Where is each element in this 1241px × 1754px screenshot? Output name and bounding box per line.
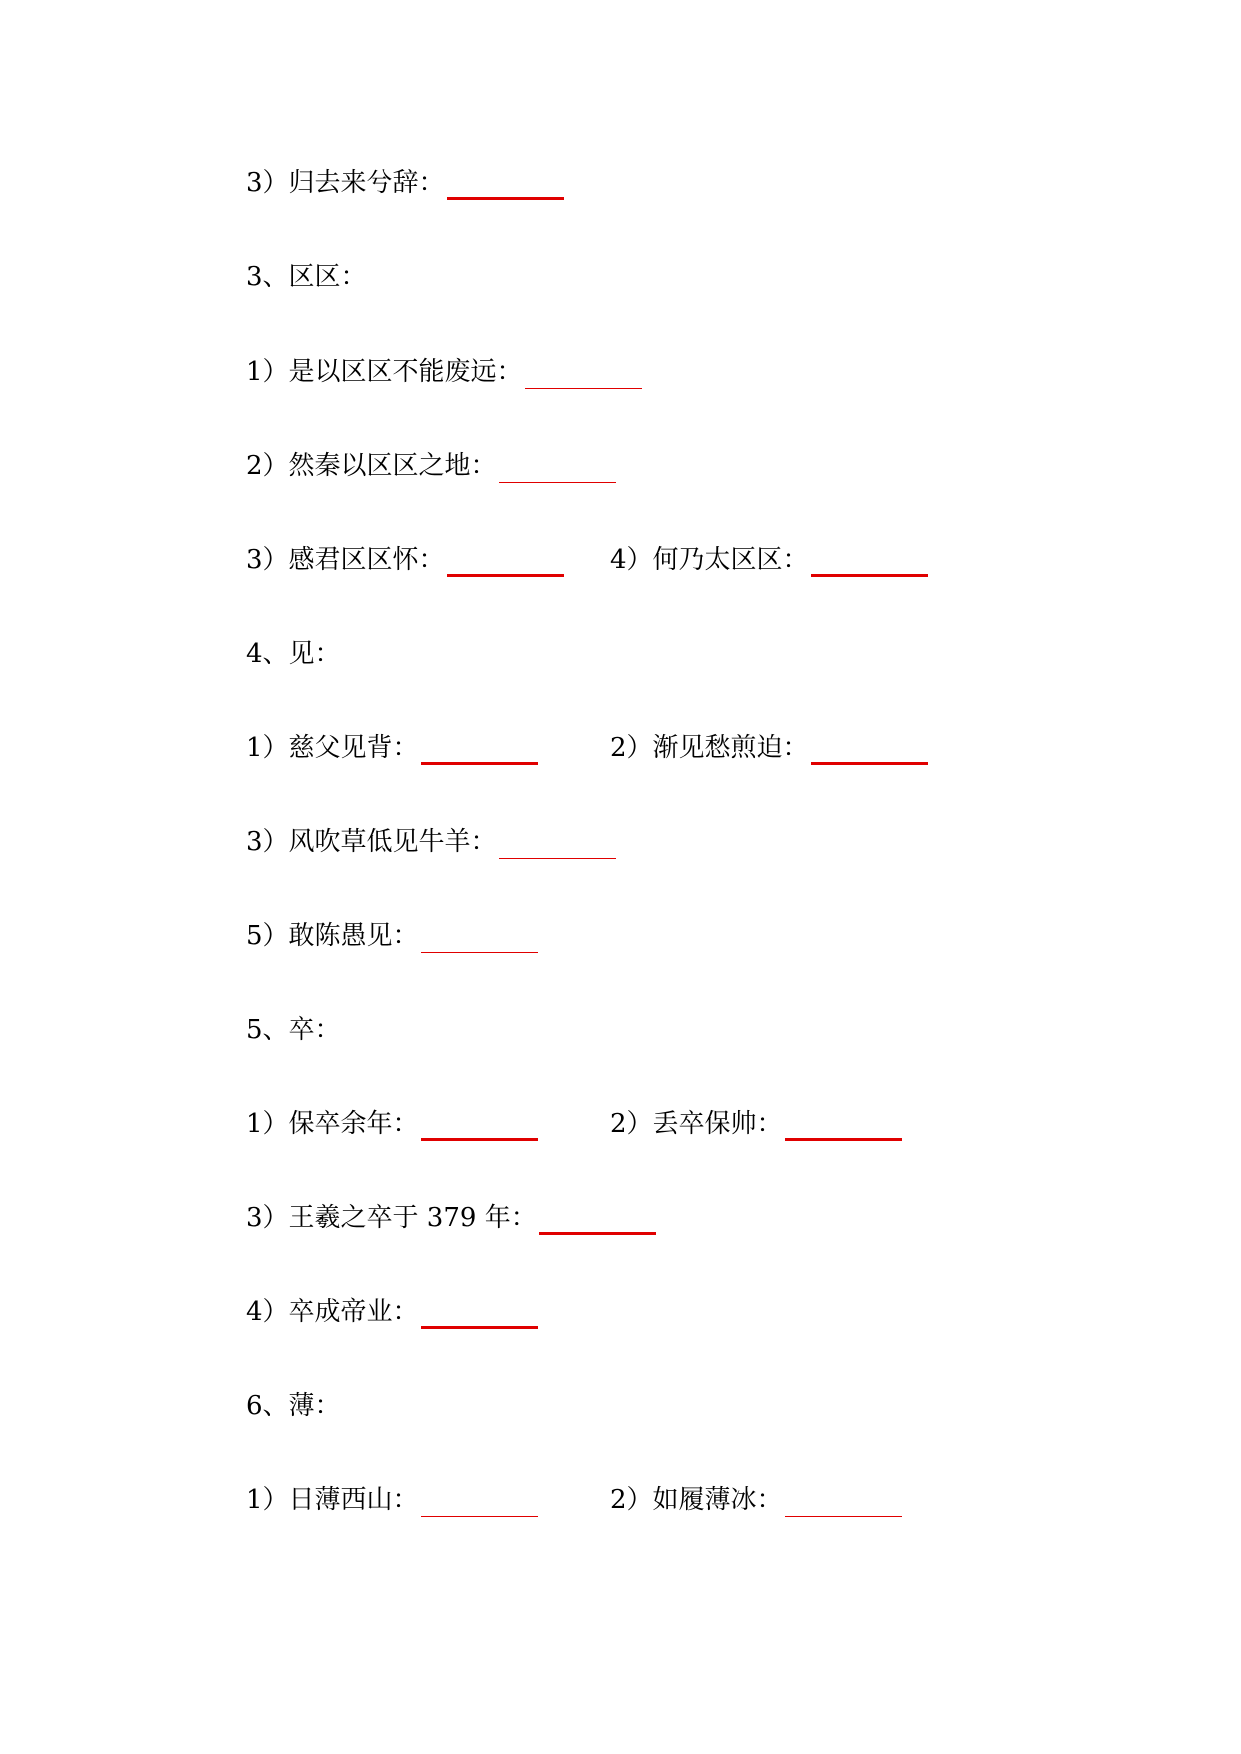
question-item [246,163,564,203]
question-item [246,352,642,392]
question-text: 2）如履薄冰： [610,1485,783,1515]
question-text: 4）何乃太区区： [610,545,809,575]
question-text: 1）日薄西山： [246,1485,419,1515]
answer-blank[interactable] [499,857,616,859]
section-heading: 3、区区： [246,262,367,292]
answer-blank[interactable] [421,761,538,765]
answer-blank[interactable] [539,1231,656,1235]
question-text: 2）然秦以区区之地： [246,451,497,481]
answer-blank[interactable] [421,951,538,953]
answer-blank[interactable] [811,573,928,577]
answer-blank[interactable] [525,387,642,389]
answer-blank[interactable] [785,1137,902,1141]
question-text: 1）慈父见背： [246,733,419,763]
answer-blank[interactable] [447,196,564,200]
question-item [246,1480,538,1520]
question-item [246,1198,656,1238]
question-item [246,540,564,580]
question-item [246,916,538,956]
question-item [246,822,616,862]
question-text: 3）归去来兮辞： [246,168,445,198]
question-text: 3）风吹草低见牛羊： [246,827,497,857]
answer-blank[interactable] [785,1515,902,1517]
question-text: 1）是以区区不能废远： [246,357,523,387]
question-item [610,728,928,768]
answer-blank[interactable] [421,1137,538,1141]
section-heading: 5、卒： [246,1015,341,1045]
question-item [610,1104,902,1144]
question-text: 1）保卒余年： [246,1109,419,1139]
answer-blank[interactable] [447,573,564,577]
question-item [246,728,538,768]
question-text: 2）渐见愁煎迫： [610,733,809,763]
question-item [246,1104,538,1144]
question-text: 3）王羲之卒于 379 年： [246,1203,537,1233]
answer-blank[interactable] [499,481,616,483]
section-heading: 4、见： [246,639,341,669]
answer-blank[interactable] [811,761,928,765]
answer-blank[interactable] [421,1515,538,1517]
question-text: 2）丢卒保帅： [610,1109,783,1139]
question-item [246,446,616,486]
section-heading: 6、薄： [246,1391,341,1421]
question-item [610,1480,902,1520]
question-item [610,540,928,580]
answer-blank[interactable] [421,1325,538,1329]
question-text: 3）感君区区怀： [246,545,445,575]
question-text: 4）卒成帝业： [246,1297,419,1327]
question-text: 5）敢陈愚见： [246,921,419,951]
question-item [246,1292,538,1332]
